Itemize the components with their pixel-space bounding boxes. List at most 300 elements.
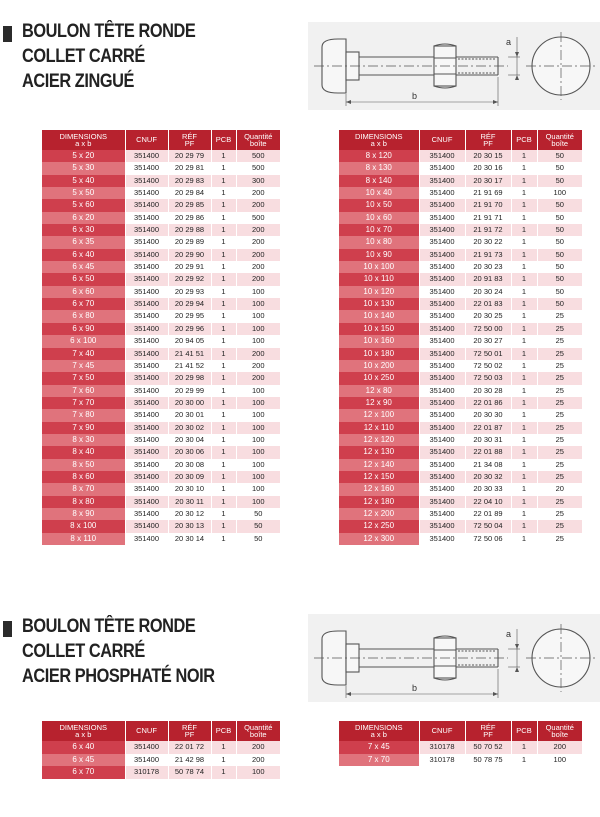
cell-cnuf: 351400 [125, 286, 168, 298]
cell-cnuf: 351400 [419, 273, 465, 285]
cell-cnuf: 310178 [419, 754, 465, 767]
cell-ref-pf: 20 30 24 [465, 286, 511, 298]
cell-dimensions: 12 x 130 [339, 446, 419, 458]
cell-pcb: 1 [211, 766, 236, 779]
spec-table-left-2 [42, 721, 280, 779]
cell-pcb: 1 [211, 471, 236, 483]
cell-ref-pf: 21 34 08 [465, 459, 511, 471]
cell-ref-pf: 20 30 01 [168, 409, 211, 421]
cell-dimensions: 8 x 100 [42, 520, 125, 532]
cell-dimensions: 10 x 160 [339, 335, 419, 347]
table-row [339, 212, 582, 224]
cell-quantite-boite: 100 [236, 496, 280, 508]
cell-pcb: 1 [511, 508, 537, 520]
cell-ref-pf: 20 29 83 [168, 175, 211, 187]
title-line: COLLET CARRÉ [22, 641, 145, 662]
header-row [42, 130, 280, 150]
column-header-quantite-boite: Quantité boîte [537, 130, 582, 150]
column-header-dimensions: DIMENSIONS a x b [339, 721, 419, 741]
cell-dimensions: 10 x 60 [339, 212, 419, 224]
cell-quantite-boite: 200 [236, 372, 280, 384]
cell-ref-pf: 20 30 32 [465, 471, 511, 483]
cell-pcb: 1 [211, 754, 236, 767]
cell-ref-pf: 21 91 71 [465, 212, 511, 224]
cell-pcb: 1 [511, 335, 537, 347]
table-row [42, 162, 280, 174]
cell-quantite-boite: 25 [537, 310, 582, 322]
cell-quantite-boite: 25 [537, 508, 582, 520]
table-row [339, 754, 582, 767]
cell-quantite-boite: 25 [537, 348, 582, 360]
table-row [339, 385, 582, 397]
cell-pcb: 1 [511, 372, 537, 384]
cell-cnuf: 351400 [419, 261, 465, 273]
cell-quantite-boite: 50 [537, 286, 582, 298]
cell-ref-pf: 21 41 51 [168, 348, 211, 360]
cell-quantite-boite: 25 [537, 434, 582, 446]
cell-cnuf: 351400 [419, 533, 465, 545]
cell-pcb: 1 [511, 434, 537, 446]
cell-quantite-boite: 25 [537, 335, 582, 347]
cell-cnuf: 351400 [419, 286, 465, 298]
table-row [339, 508, 582, 520]
cell-pcb: 1 [211, 397, 236, 409]
cell-ref-pf: 72 50 00 [465, 323, 511, 335]
cell-quantite-boite: 100 [537, 754, 582, 767]
cell-quantite-boite: 100 [236, 766, 280, 779]
cell-ref-pf: 20 29 99 [168, 385, 211, 397]
cell-pcb: 1 [511, 385, 537, 397]
cell-quantite-boite: 25 [537, 360, 582, 372]
cell-quantite-boite: 100 [236, 335, 280, 347]
cell-ref-pf: 72 50 03 [465, 372, 511, 384]
cell-quantite-boite: 500 [236, 212, 280, 224]
cell-pcb: 1 [511, 261, 537, 273]
cell-cnuf: 351400 [125, 273, 168, 285]
cell-dimensions: 8 x 60 [42, 471, 125, 483]
cell-quantite-boite: 25 [537, 372, 582, 384]
section1-title [22, 19, 195, 94]
cell-quantite-boite: 100 [236, 385, 280, 397]
cell-dimensions: 10 x 130 [339, 298, 419, 310]
cell-dimensions: 5 x 50 [42, 187, 125, 199]
header-row [42, 721, 280, 741]
table-row [42, 471, 280, 483]
cell-cnuf: 351400 [419, 323, 465, 335]
cell-ref-pf: 20 30 09 [168, 471, 211, 483]
cell-ref-pf: 72 50 06 [465, 533, 511, 545]
cell-ref-pf: 50 78 74 [168, 766, 211, 779]
cell-quantite-boite: 50 [537, 212, 582, 224]
cell-pcb: 1 [511, 175, 537, 187]
cell-ref-pf: 20 29 90 [168, 249, 211, 261]
title-line: BOULON TÊTE RONDE [22, 616, 196, 637]
cell-ref-pf: 20 30 04 [168, 434, 211, 446]
cell-pcb: 1 [511, 446, 537, 458]
cell-cnuf: 351400 [125, 348, 168, 360]
cell-ref-pf: 20 30 31 [465, 434, 511, 446]
table-row [339, 360, 582, 372]
cell-dimensions: 6 x 45 [42, 754, 125, 767]
cell-cnuf: 351400 [125, 434, 168, 446]
cell-pcb: 1 [511, 323, 537, 335]
cell-pcb: 1 [511, 249, 537, 261]
cell-pcb: 1 [211, 249, 236, 261]
cell-dimensions: 10 x 180 [339, 348, 419, 360]
cell-quantite-boite: 200 [236, 187, 280, 199]
cell-dimensions: 7 x 70 [339, 754, 419, 767]
cell-ref-pf: 20 30 12 [168, 508, 211, 520]
cell-quantite-boite: 50 [236, 508, 280, 520]
table-row [339, 323, 582, 335]
cell-ref-pf: 20 30 27 [465, 335, 511, 347]
table-row [339, 397, 582, 409]
cell-quantite-boite: 500 [236, 162, 280, 174]
cell-quantite-boite: 50 [537, 199, 582, 211]
cell-ref-pf: 20 30 10 [168, 483, 211, 495]
column-header-dimensions: DIMENSIONS a x b [42, 130, 125, 150]
cell-pcb: 1 [211, 335, 236, 347]
cell-quantite-boite: 300 [236, 175, 280, 187]
cell-dimensions: 12 x 80 [339, 385, 419, 397]
cell-quantite-boite: 100 [537, 187, 582, 199]
table-row [42, 766, 280, 779]
cell-ref-pf: 22 01 89 [465, 508, 511, 520]
cell-pcb: 1 [511, 199, 537, 211]
dimension-a-label: a [506, 37, 512, 47]
cell-ref-pf: 20 30 25 [465, 310, 511, 322]
cell-quantite-boite: 100 [236, 323, 280, 335]
cell-dimensions: 6 x 30 [42, 224, 125, 236]
cell-cnuf: 351400 [125, 422, 168, 434]
cell-ref-pf: 22 04 10 [465, 496, 511, 508]
cell-ref-pf: 20 29 86 [168, 212, 211, 224]
cell-dimensions: 8 x 30 [42, 434, 125, 446]
cell-cnuf: 351400 [419, 496, 465, 508]
cell-pcb: 1 [511, 224, 537, 236]
cell-dimensions: 6 x 40 [42, 741, 125, 754]
cell-ref-pf: 72 50 01 [465, 348, 511, 360]
cell-cnuf: 351400 [125, 483, 168, 495]
cell-quantite-boite: 200 [236, 236, 280, 248]
cell-quantite-boite: 25 [537, 385, 582, 397]
cell-pcb: 1 [511, 150, 537, 162]
table-row [42, 422, 280, 434]
title-line: ACIER ZINGUÉ [22, 71, 134, 92]
table-row [42, 446, 280, 458]
cell-dimensions: 10 x 110 [339, 273, 419, 285]
cell-ref-pf: 20 29 91 [168, 261, 211, 273]
cell-quantite-boite: 25 [537, 520, 582, 532]
cell-pcb: 1 [211, 459, 236, 471]
table-row [42, 741, 280, 754]
cell-dimensions: 10 x 200 [339, 360, 419, 372]
cell-ref-pf: 20 29 94 [168, 298, 211, 310]
cell-cnuf: 351400 [125, 360, 168, 372]
cell-cnuf: 351400 [419, 372, 465, 384]
cell-cnuf: 351400 [419, 459, 465, 471]
cell-ref-pf: 22 01 86 [465, 397, 511, 409]
cell-dimensions: 12 x 90 [339, 397, 419, 409]
cell-ref-pf: 20 29 79 [168, 150, 211, 162]
cell-pcb: 1 [211, 150, 236, 162]
cell-pcb: 1 [211, 409, 236, 421]
table-row [42, 335, 280, 347]
cell-cnuf: 351400 [125, 409, 168, 421]
cell-ref-pf: 20 29 84 [168, 187, 211, 199]
cell-pcb: 1 [211, 236, 236, 248]
cell-cnuf: 351400 [419, 508, 465, 520]
table-row [42, 236, 280, 248]
cell-dimensions: 8 x 80 [42, 496, 125, 508]
cell-ref-pf: 20 29 88 [168, 224, 211, 236]
cell-quantite-boite: 200 [236, 360, 280, 372]
cell-dimensions: 12 x 200 [339, 508, 419, 520]
cell-cnuf: 351400 [125, 236, 168, 248]
cell-pcb: 1 [511, 298, 537, 310]
cell-pcb: 1 [511, 422, 537, 434]
cell-pcb: 1 [211, 162, 236, 174]
cell-quantite-boite: 200 [236, 741, 280, 754]
cell-ref-pf: 20 30 02 [168, 422, 211, 434]
cell-ref-pf: 20 30 28 [465, 385, 511, 397]
cell-cnuf: 310178 [125, 766, 168, 779]
cell-ref-pf: 20 30 06 [168, 446, 211, 458]
cell-quantite-boite: 50 [236, 533, 280, 545]
table-row [42, 754, 280, 767]
dimension-a-label: a [506, 629, 512, 639]
table-row [42, 261, 280, 273]
cell-pcb: 1 [511, 741, 537, 754]
cell-pcb: 1 [211, 261, 236, 273]
cell-dimensions: 10 x 100 [339, 261, 419, 273]
cell-dimensions: 10 x 90 [339, 249, 419, 261]
cell-cnuf: 351400 [125, 187, 168, 199]
cell-cnuf: 351400 [419, 199, 465, 211]
spec-table-left [42, 130, 280, 545]
title-line: COLLET CARRÉ [22, 46, 145, 67]
cell-quantite-boite: 100 [236, 286, 280, 298]
cell-dimensions: 8 x 110 [42, 533, 125, 545]
cell-ref-pf: 20 30 14 [168, 533, 211, 545]
cell-cnuf: 351400 [125, 323, 168, 335]
cell-pcb: 1 [511, 187, 537, 199]
column-header-quantite-boite: Quantité boîte [537, 721, 582, 741]
cell-cnuf: 351400 [125, 150, 168, 162]
column-header-ref-pf: RÉF PF [168, 130, 211, 150]
cell-pcb: 1 [211, 533, 236, 545]
cell-dimensions: 6 x 90 [42, 323, 125, 335]
cell-cnuf: 351400 [419, 175, 465, 187]
cell-quantite-boite: 100 [236, 422, 280, 434]
column-header-dimensions: DIMENSIONS a x b [339, 130, 419, 150]
cell-cnuf: 351400 [125, 298, 168, 310]
spec-table-right-2 [339, 721, 582, 766]
cell-quantite-boite: 100 [236, 471, 280, 483]
cell-quantite-boite: 50 [537, 261, 582, 273]
cell-dimensions: 6 x 40 [42, 249, 125, 261]
cell-quantite-boite: 200 [236, 261, 280, 273]
table-row [339, 422, 582, 434]
cell-pcb: 1 [211, 224, 236, 236]
cell-ref-pf: 20 29 98 [168, 372, 211, 384]
cell-quantite-boite: 100 [236, 409, 280, 421]
cell-ref-pf: 50 78 75 [465, 754, 511, 767]
cell-dimensions: 12 x 300 [339, 533, 419, 545]
cell-cnuf: 351400 [125, 162, 168, 174]
cell-ref-pf: 21 91 73 [465, 249, 511, 261]
section2-title [22, 614, 215, 689]
cell-ref-pf: 50 70 52 [465, 741, 511, 754]
cell-dimensions: 10 x 50 [339, 199, 419, 211]
cell-ref-pf: 20 30 11 [168, 496, 211, 508]
cell-dimensions: 8 x 40 [42, 446, 125, 458]
spec-table-right [339, 130, 582, 545]
cell-dimensions: 12 x 180 [339, 496, 419, 508]
cell-quantite-boite: 25 [537, 459, 582, 471]
cell-cnuf: 351400 [125, 372, 168, 384]
table-row [42, 187, 280, 199]
cell-dimensions: 7 x 90 [42, 422, 125, 434]
cell-cnuf: 351400 [419, 310, 465, 322]
table-row [339, 187, 582, 199]
cell-dimensions: 12 x 110 [339, 422, 419, 434]
cell-dimensions: 7 x 60 [42, 385, 125, 397]
cell-cnuf: 351400 [419, 236, 465, 248]
cell-pcb: 1 [211, 199, 236, 211]
table-row [339, 298, 582, 310]
cell-cnuf: 351400 [125, 397, 168, 409]
cell-pcb: 1 [211, 422, 236, 434]
cell-pcb: 1 [211, 286, 236, 298]
header-row [339, 721, 582, 741]
table-row [339, 434, 582, 446]
section-marker [3, 26, 12, 42]
cell-quantite-boite: 100 [236, 397, 280, 409]
cell-cnuf: 351400 [125, 249, 168, 261]
dimension-b-label: b [412, 91, 418, 101]
cell-cnuf: 351400 [125, 496, 168, 508]
cell-dimensions: 10 x 40 [339, 187, 419, 199]
cell-ref-pf: 21 41 52 [168, 360, 211, 372]
cell-quantite-boite: 200 [236, 273, 280, 285]
cell-dimensions: 10 x 140 [339, 310, 419, 322]
cell-dimensions: 6 x 70 [42, 766, 125, 779]
cell-pcb: 1 [211, 175, 236, 187]
table-row [42, 508, 280, 520]
cell-cnuf: 351400 [419, 446, 465, 458]
cell-quantite-boite: 50 [537, 150, 582, 162]
table-row [42, 212, 280, 224]
table-row [339, 199, 582, 211]
cell-quantite-boite: 50 [537, 162, 582, 174]
table-row [42, 372, 280, 384]
cell-dimensions: 7 x 40 [42, 348, 125, 360]
table-row [42, 249, 280, 261]
cell-cnuf: 351400 [419, 162, 465, 174]
cell-cnuf: 351400 [125, 533, 168, 545]
cell-quantite-boite: 100 [236, 310, 280, 322]
cell-dimensions: 12 x 140 [339, 459, 419, 471]
column-header-ref-pf: RÉF PF [168, 721, 211, 741]
cell-quantite-boite: 25 [537, 397, 582, 409]
cell-dimensions: 7 x 45 [339, 741, 419, 754]
column-header-quantite-boite: Quantité boîte [236, 721, 280, 741]
cell-quantite-boite: 50 [537, 236, 582, 248]
table-row [42, 459, 280, 471]
cell-dimensions: 6 x 45 [42, 261, 125, 273]
cell-pcb: 1 [511, 520, 537, 532]
table-row [339, 471, 582, 483]
cell-pcb: 1 [211, 187, 236, 199]
table-row [339, 335, 582, 347]
cell-cnuf: 351400 [125, 310, 168, 322]
cell-dimensions: 5 x 60 [42, 199, 125, 211]
cell-ref-pf: 20 29 81 [168, 162, 211, 174]
cell-quantite-boite: 20 [537, 483, 582, 495]
cell-quantite-boite: 25 [537, 446, 582, 458]
cell-pcb: 1 [511, 212, 537, 224]
cell-ref-pf: 20 29 89 [168, 236, 211, 248]
table-row [339, 162, 582, 174]
cell-ref-pf: 20 30 30 [465, 409, 511, 421]
cell-dimensions: 8 x 90 [42, 508, 125, 520]
table-row [339, 286, 582, 298]
table-row [42, 483, 280, 495]
cell-ref-pf: 20 91 83 [465, 273, 511, 285]
cell-cnuf: 351400 [125, 385, 168, 397]
cell-cnuf: 351400 [419, 249, 465, 261]
cell-ref-pf: 21 91 72 [465, 224, 511, 236]
cell-cnuf: 351400 [419, 348, 465, 360]
table-row [42, 434, 280, 446]
cell-pcb: 1 [211, 508, 236, 520]
cell-ref-pf: 20 29 96 [168, 323, 211, 335]
cell-ref-pf: 21 42 98 [168, 754, 211, 767]
table-row [339, 496, 582, 508]
cell-cnuf: 351400 [125, 471, 168, 483]
table-row [339, 409, 582, 421]
cell-ref-pf: 72 50 02 [465, 360, 511, 372]
cell-quantite-boite: 500 [236, 150, 280, 162]
cell-quantite-boite: 50 [537, 175, 582, 187]
cell-pcb: 1 [211, 520, 236, 532]
cell-cnuf: 351400 [419, 150, 465, 162]
cell-dimensions: 8 x 70 [42, 483, 125, 495]
table-row [42, 360, 280, 372]
cell-dimensions: 7 x 80 [42, 409, 125, 421]
cell-dimensions: 10 x 70 [339, 224, 419, 236]
cell-ref-pf: 21 91 69 [465, 187, 511, 199]
table-row [339, 741, 582, 754]
cell-quantite-boite: 25 [537, 496, 582, 508]
cell-cnuf: 351400 [419, 335, 465, 347]
cell-pcb: 1 [511, 162, 537, 174]
cell-dimensions: 10 x 250 [339, 372, 419, 384]
cell-pcb: 1 [511, 533, 537, 545]
cell-pcb: 1 [511, 754, 537, 767]
table-row [339, 150, 582, 162]
cell-pcb: 1 [511, 286, 537, 298]
cell-pcb: 1 [211, 273, 236, 285]
cell-cnuf: 351400 [419, 360, 465, 372]
cell-quantite-boite: 25 [537, 323, 582, 335]
cell-pcb: 1 [211, 446, 236, 458]
table-row [339, 224, 582, 236]
header-row [339, 130, 582, 150]
cell-quantite-boite: 200 [236, 224, 280, 236]
cell-dimensions: 8 x 130 [339, 162, 419, 174]
